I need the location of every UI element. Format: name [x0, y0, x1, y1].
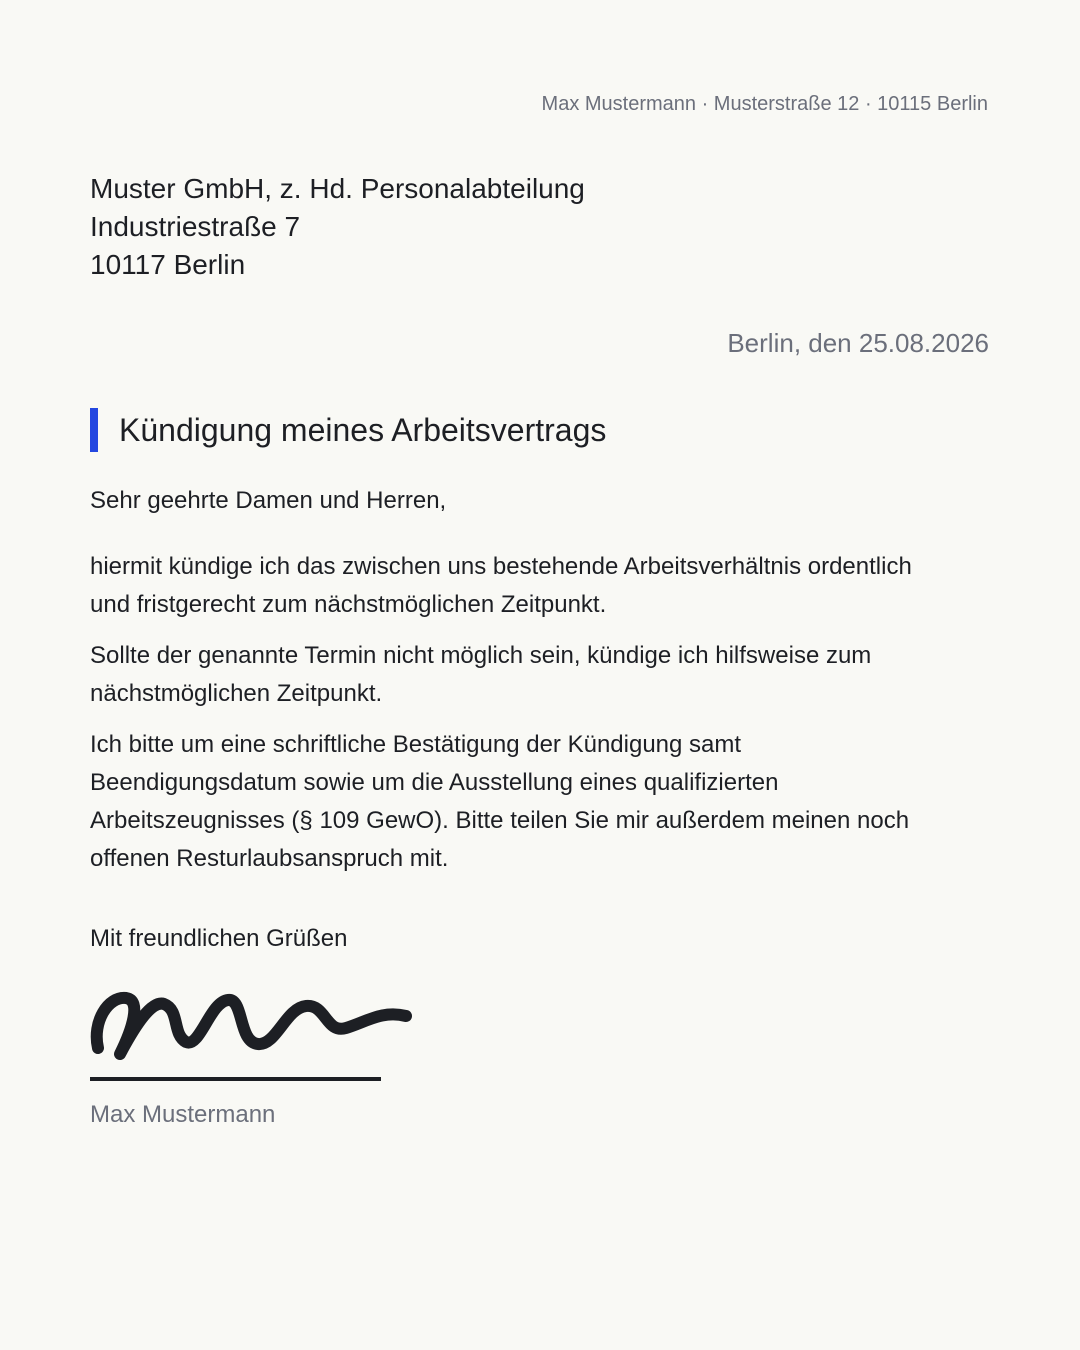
signature-line: [90, 1077, 381, 1081]
body-paragraph: hiermit kündige ich das zwischen uns bestehende Arbeitsverhältnis ordentlich und fristgerecht zum nächstmöglichen Zeitpunkt.: [90, 553, 912, 618]
recipient-line-street: Industriestraße 7: [90, 211, 301, 242]
closing-phrase: Mit freundlichen Grüßen: [90, 925, 348, 952]
recipient-line-company: Muster GmbH, z. Hd. Personalabteilung: [90, 173, 585, 204]
signer-name: Max Mustermann: [90, 1101, 276, 1128]
body-paragraph: Sollte der genannte Termin nicht möglich sein, kündige ich hilfsweise zum nächstmöglichen Zeitpunkt.: [90, 642, 872, 707]
handwritten-signature: [90, 982, 420, 1072]
recipient-address: [90, 170, 585, 284]
subject-accent-bar: [90, 408, 98, 452]
letter-body: [90, 548, 930, 891]
place-date-line: Berlin, den 25.08.2026: [727, 328, 989, 358]
subject-heading: Kündigung meines Arbeitsvertrags: [119, 412, 607, 448]
salutation: Sehr geehrte Damen und Herren,: [90, 487, 447, 514]
sender-address-line: Max Mustermann · Musterstraße 12 · 10115 Berlin: [541, 93, 988, 115]
subject-block: [90, 408, 606, 452]
body-paragraph: Ich bitte um eine schriftliche Bestätigung der Kündigung samt Beendigungsdatum sowie um die Ausstellung eines qualifizierten Arbeitszeugnisses (§ 109 GewO). Bitte teilen Sie mir außerdem meinen noch offenen Resturlaubsanspruch mit.: [90, 731, 910, 872]
recipient-line-city: 10117 Berlin: [90, 249, 246, 280]
